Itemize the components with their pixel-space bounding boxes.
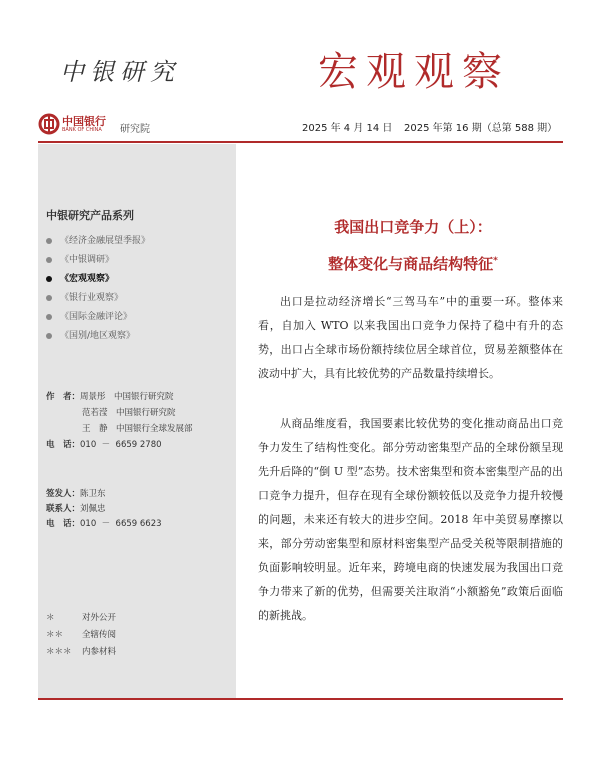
- author-line: 王 静 中国银行全球发展部: [82, 424, 193, 434]
- classification-label: 对外公开: [82, 613, 117, 623]
- bullet-icon: [46, 276, 52, 282]
- classification-label: 全辖传阅: [82, 630, 117, 640]
- series-item[interactable]: 《经济金融展望季报》: [46, 233, 150, 246]
- bank-name: 中国银行: [62, 115, 106, 128]
- bullet-icon: [46, 238, 52, 244]
- phone-row: 电 话：010 － 6659 2780: [46, 440, 162, 450]
- classification-mark: ＊＊＊: [46, 647, 72, 657]
- bullet-icon: [46, 314, 52, 320]
- authors-row: 作 者：周景彤 中国银行研究院: [46, 392, 174, 402]
- summary-paragraph: 从商品维度看，我国要素比较优势的变化推动商品出口竞争力发生了结构性变化。部分劳动密集型产品的全球份额呈现先升后降的“倒 U 型”态势。技术密集型和资本密集型产品的出口竞争力提升，但存在现有全球份额较低以及竞争力提升较慢的问题，未来还有较大的进步空间。2018 年中美贸易摩擦以来，部分劳动密集型和原材料密集型产品受关税等限制措施的负面影响较明显。近年来，跨境电商的快速发展为我国出口竞争力带来了新的优势，但需要关注取消“小额豁免”政策后面临的新挑战。: [258, 417, 563, 622]
- header-divider: [38, 141, 563, 143]
- publish-date: 2025 年 4 月 14 日: [302, 123, 393, 134]
- phone2-row: 电 话：010 － 6659 6623: [46, 519, 162, 529]
- footnote-mark: *: [493, 256, 498, 266]
- institute-label: 研究院: [120, 124, 150, 135]
- series-title: 中银研究产品系列: [46, 209, 134, 222]
- bullet-icon: [46, 257, 52, 263]
- series-item[interactable]: 《银行业观察》: [46, 290, 123, 303]
- contact-row: 联系人：刘佩忠: [46, 504, 106, 514]
- bullet-icon: [46, 295, 52, 301]
- series-item[interactable]: 《国际金融评论》: [46, 309, 132, 322]
- article-title-line2: 整体变化与商品结构特征*: [328, 255, 498, 273]
- classification-mark: ＊: [46, 613, 55, 623]
- footer-divider: [38, 698, 563, 700]
- summary-paragraph: 出口是拉动经济增长“三驾马车”中的重要一环。整体来看，自加入 WTO 以来我国出口竞争力保持了稳中有升的态势，出口占全球市场份额持续位居全球首位，贸易差额整体在波动中扩大，具有比较优势的产品数量持续增长。: [258, 295, 563, 380]
- bullet-icon: [46, 333, 52, 339]
- bank-name-en: BANK OF CHINA: [62, 127, 102, 133]
- classification-mark: ＊＊: [46, 630, 64, 640]
- issue-number: 2025 年第 16 期（总第 588 期）: [404, 123, 558, 134]
- signer-row: 签发人：陈卫东: [46, 489, 106, 499]
- classification-label: 内参材料: [82, 647, 117, 657]
- calligraphy-logo: 中银研究: [60, 58, 180, 86]
- series-item[interactable]: 《中银调研》: [46, 252, 114, 265]
- series-item[interactable]: 《国别/地区观察》: [46, 328, 135, 341]
- series-item-active[interactable]: 《宏观观察》: [46, 271, 114, 284]
- author-line: 范若滢 中国银行研究院: [82, 408, 176, 418]
- report-title: 宏观观察: [318, 49, 510, 95]
- bank-logo-icon: [38, 113, 60, 135]
- article-title-line1: 我国出口竞争力（上）：: [334, 218, 492, 236]
